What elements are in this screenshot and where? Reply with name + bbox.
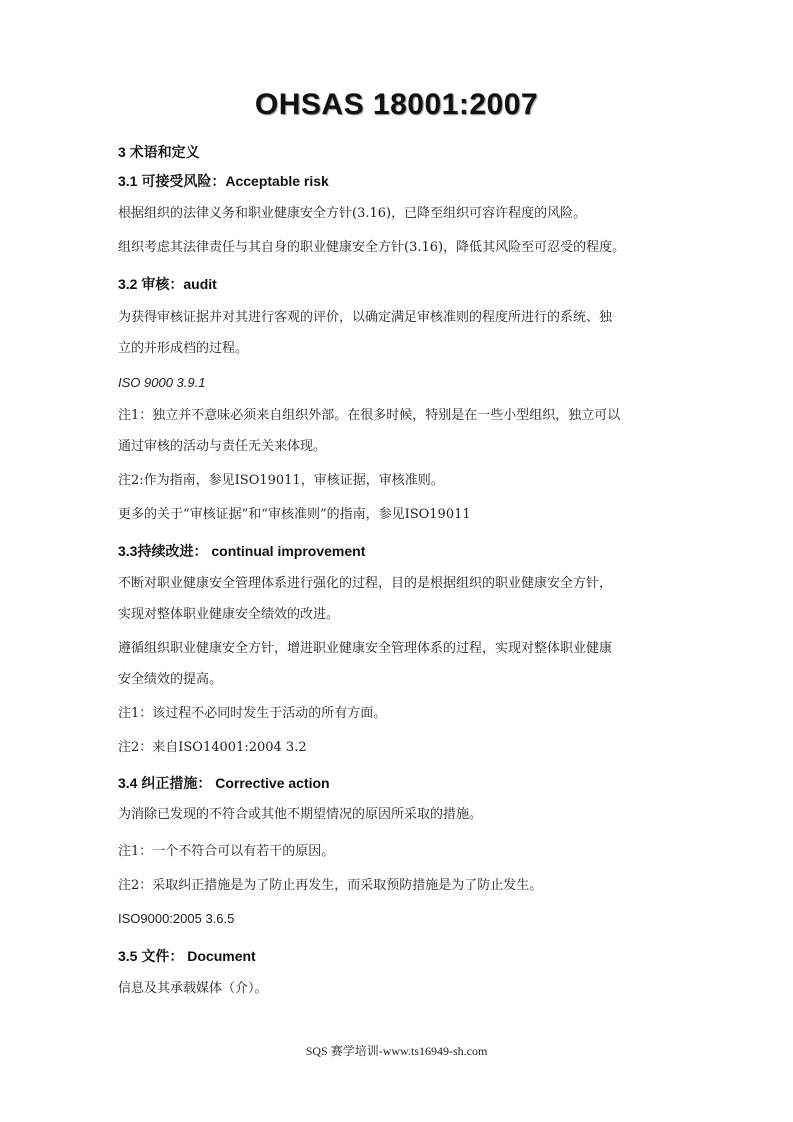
- section-3-4-note-1: 注1：一个不符合可以有若干的原因。: [118, 844, 335, 859]
- section-3-2-note-2: 注2:作为指南，参见ISO19011，审核证据，审核准则。: [118, 473, 444, 488]
- section-3-2-more-guidance: 更多的关于“审核证据”和“审核准则”的指南，参见ISO19011: [118, 507, 471, 522]
- section-3-2-note-1-line-1: 注1：独立并不意味必须来自组织外部。在很多时候，特别是在一些小型组织，独立可以: [118, 408, 621, 423]
- section-3-2-paragraph-line-1: 为获得审核证据并对其进行客观的评价，以确定满足审核准则的程度所进行的系统、独: [118, 310, 613, 325]
- section-3-3-note-2: 注2：来自ISO14001:2004 3.2: [118, 740, 307, 755]
- section-3-5-paragraph-1: 信息及其承载媒体（介）。: [118, 981, 268, 996]
- section-3-4-note-2: 注2：采取纠正措施是为了防止再发生，而采取预防措施是为了防止发生。: [118, 878, 543, 893]
- section-3-1-heading: 3.1 可接受风险：Acceptable risk: [118, 173, 329, 189]
- section-3-3-heading: 3.3持续改进： continual improvement: [118, 543, 366, 559]
- page-footer: SQS 赛学培训-www.ts16949-sh.com: [305, 1044, 488, 1058]
- section-3-2-reference: ISO 9000 3.9.1: [118, 375, 206, 390]
- section-3-2-paragraph-line-2: 立的并形成档的过程。: [118, 341, 249, 356]
- section-3-3-paragraph-2-line-2: 安全绩效的提高。: [118, 672, 223, 687]
- section-3-4-paragraph-1: 为消除已发现的不符合或其他不期望情况的原因所采取的措施。: [118, 807, 483, 822]
- section-3-heading: 3 术语和定义: [118, 144, 200, 160]
- section-3-3-note-1: 注1：该过程不必同时发生于活动的所有方面。: [118, 706, 387, 721]
- document-title: OHSAS 18001:2007: [254, 88, 539, 121]
- section-3-5-heading: 3.5 文件： Document: [118, 948, 256, 964]
- section-3-4-reference: ISO9000:2005 3.6.5: [118, 911, 235, 926]
- section-3-1-paragraph-2: 组织考虑其法律责任与其自身的职业健康安全方针(3.16)，降低其风险至可忍受的程度。: [118, 240, 626, 255]
- section-3-3-paragraph-2-line-1: 遵循组织职业健康安全方针，增进职业健康安全管理体系的过程，实现对整体职业健康: [118, 641, 613, 656]
- section-3-4-heading: 3.4 纠正措施： Corrective action: [118, 775, 330, 791]
- section-3-2-heading: 3.2 审核：audit: [118, 276, 217, 292]
- section-3-3-paragraph-1-line-2: 实现对整体职业健康安全绩效的改进。: [118, 607, 340, 622]
- section-3-2-note-1-line-2: 通过审核的活动与责任无关来体现。: [118, 439, 327, 454]
- section-3-3-paragraph-1-line-1: 不断对职业健康安全管理体系进行强化的过程，目的是根据组织的职业健康安全方针，: [118, 576, 613, 591]
- section-3-1-paragraph-1: 根据组织的法律义务和职业健康安全方针(3.16)，已降至组织可容许程度的风险。: [118, 206, 587, 221]
